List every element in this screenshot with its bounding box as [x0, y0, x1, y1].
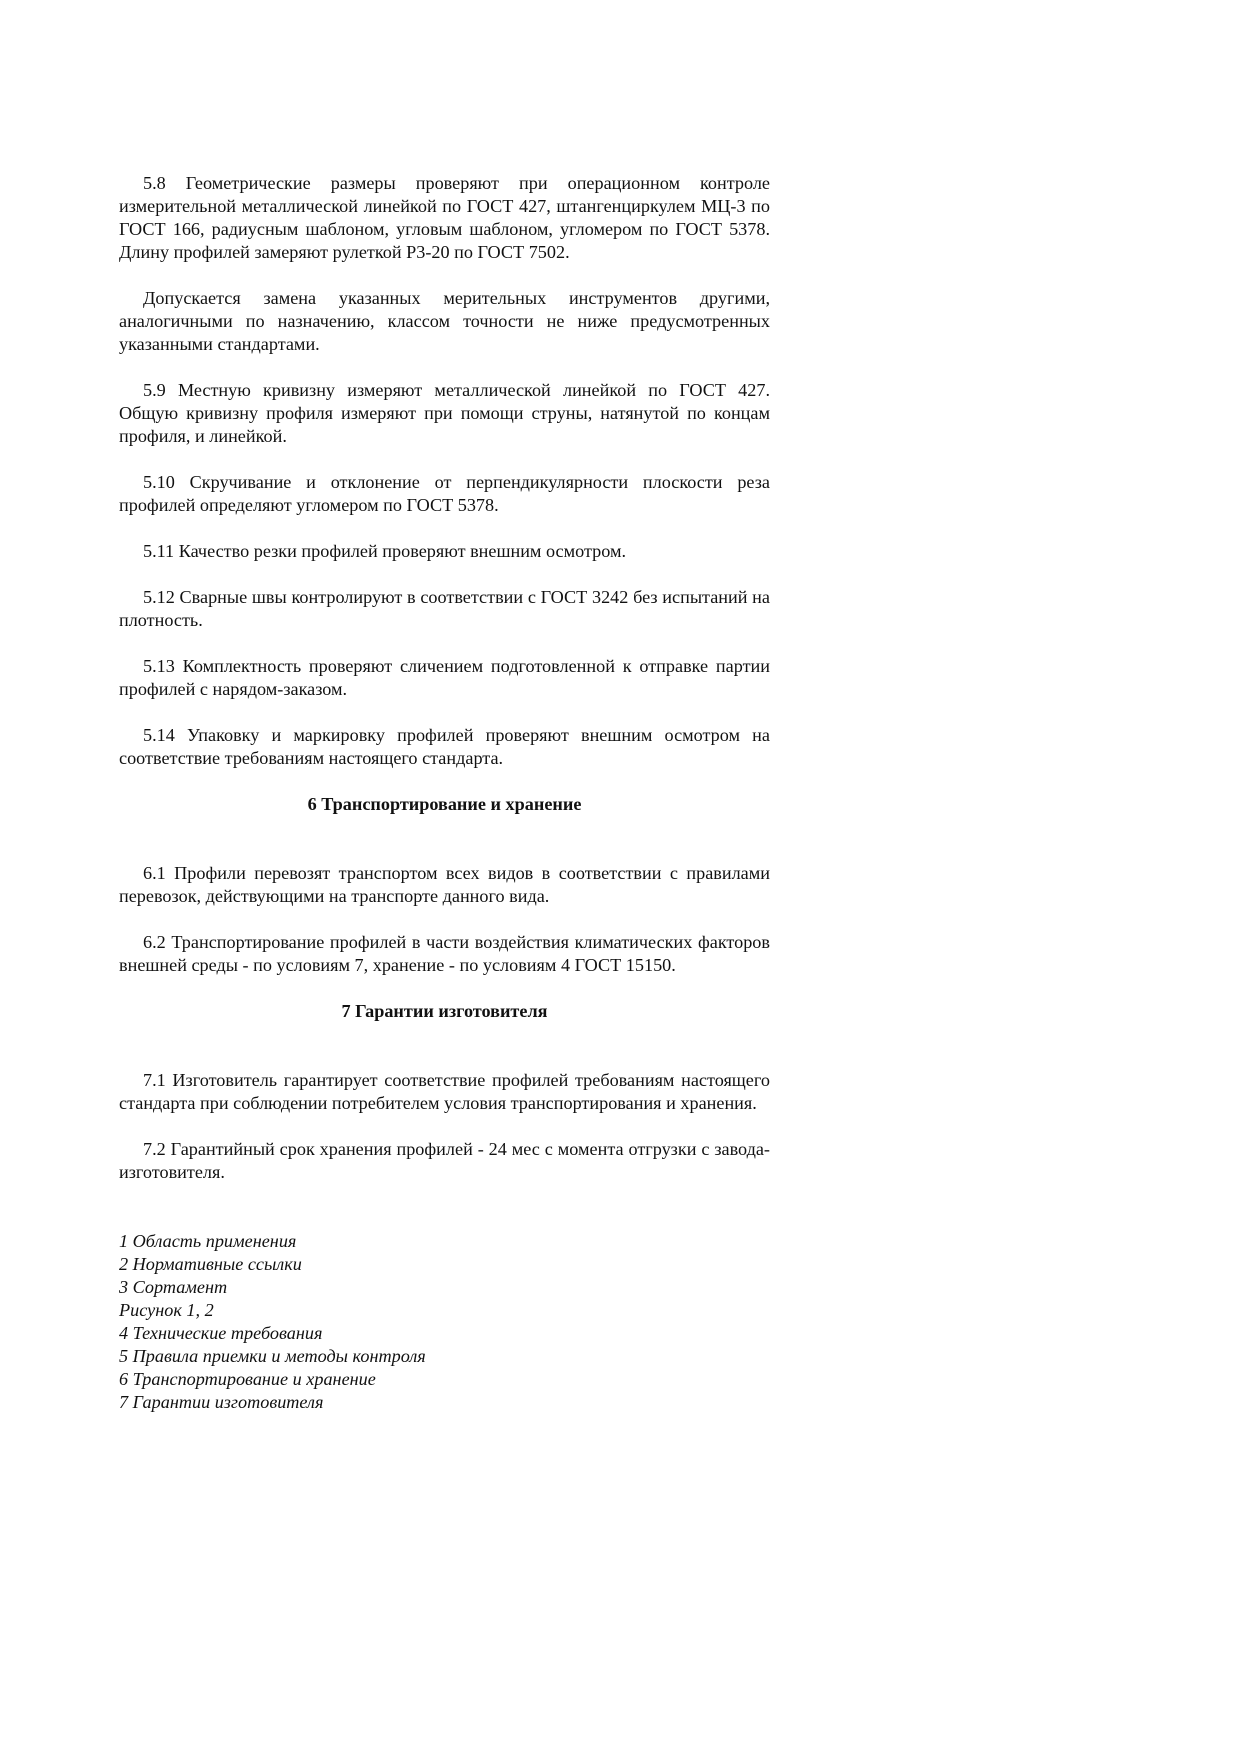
toc-item[interactable]: 6 Транспортирование и хранение [119, 1369, 376, 1389]
paragraph-5-10: 5.10 Скручивание и отклонение от перпендикулярности плоскости реза профилей определяют угломером по ГОСТ 5378. [119, 472, 770, 515]
paragraph-7-1: 7.1 Изготовитель гарантирует соответствие профилей требованиям настоящего стандарта при соблюдении потребителем условия транспортирования и хранения. [119, 1070, 770, 1113]
document-page [119, 172, 770, 1414]
paragraph-5-8-note: Допускается замена указанных мерительных инструментов другими, аналогичными по назначению, классом точности не ниже предусмотренных указанными стандартами. [119, 288, 770, 354]
paragraph-5-12: 5.12 Сварные швы контролируют в соответствии с ГОСТ 3242 без испытаний на плотность. [119, 587, 770, 630]
toc-item[interactable]: 4 Технические требования [119, 1323, 323, 1343]
paragraph-7-2: 7.2 Гарантийный срок хранения профилей - 24 мес с момента отгрузки с завода-изготовителя. [119, 1139, 770, 1182]
paragraph-6-2: 6.2 Транспортирование профилей в части воздействия климатических факторов внешней среды - по условиям 7, хранение - по условиям 4 ГОСТ 15150. [119, 932, 770, 975]
paragraph-5-11: 5.11 Качество резки профилей проверяют внешним осмотром. [143, 541, 627, 561]
toc-item[interactable]: 2 Нормативные ссылки [119, 1254, 302, 1274]
section-6-title: 6 Транспортирование и хранение [307, 794, 582, 814]
paragraph-5-9: 5.9 Местную кривизну измеряют металлической линейкой по ГОСТ 427. Общую кривизну профиля измеряют при помощи струны, натянутой по концам профиля, и линейкой. [119, 380, 770, 446]
paragraph-5-8: 5.8 Геометрические размеры проверяют при операционном контроле измерительной металлической линейкой по ГОСТ 427, штангенциркулем МЦ-3 по ГОСТ 166, радиусным шаблоном, угловым шаблоном, угломером по ГОСТ 5378. Длину профилей замеряют рулеткой Р3-20 по ГОСТ 7502. [119, 173, 770, 262]
toc-item[interactable]: 1 Область применения [119, 1231, 297, 1251]
table-of-contents [119, 1230, 770, 1414]
toc-item[interactable]: 7 Гарантии изготовителя [119, 1392, 324, 1412]
paragraph-5-14: 5.14 Упаковку и маркировку профилей проверяют внешним осмотром на соответствие требованиям настоящего стандарта. [119, 725, 770, 768]
paragraph-6-1: 6.1 Профили перевозят транспортом всех видов в соответствии с правилами перевозок, действующими на транспорте данного вида. [119, 863, 770, 906]
section-7-title: 7 Гарантии изготовителя [341, 1001, 548, 1021]
toc-item[interactable]: Рисунок 1, 2 [119, 1300, 214, 1320]
toc-item[interactable]: 5 Правила приемки и методы контроля [119, 1346, 426, 1366]
toc-item[interactable]: 3 Сортамент [119, 1277, 228, 1297]
paragraph-5-13: 5.13 Комплектность проверяют сличением подготовленной к отправке партии профилей с нарядом-заказом. [119, 656, 770, 699]
